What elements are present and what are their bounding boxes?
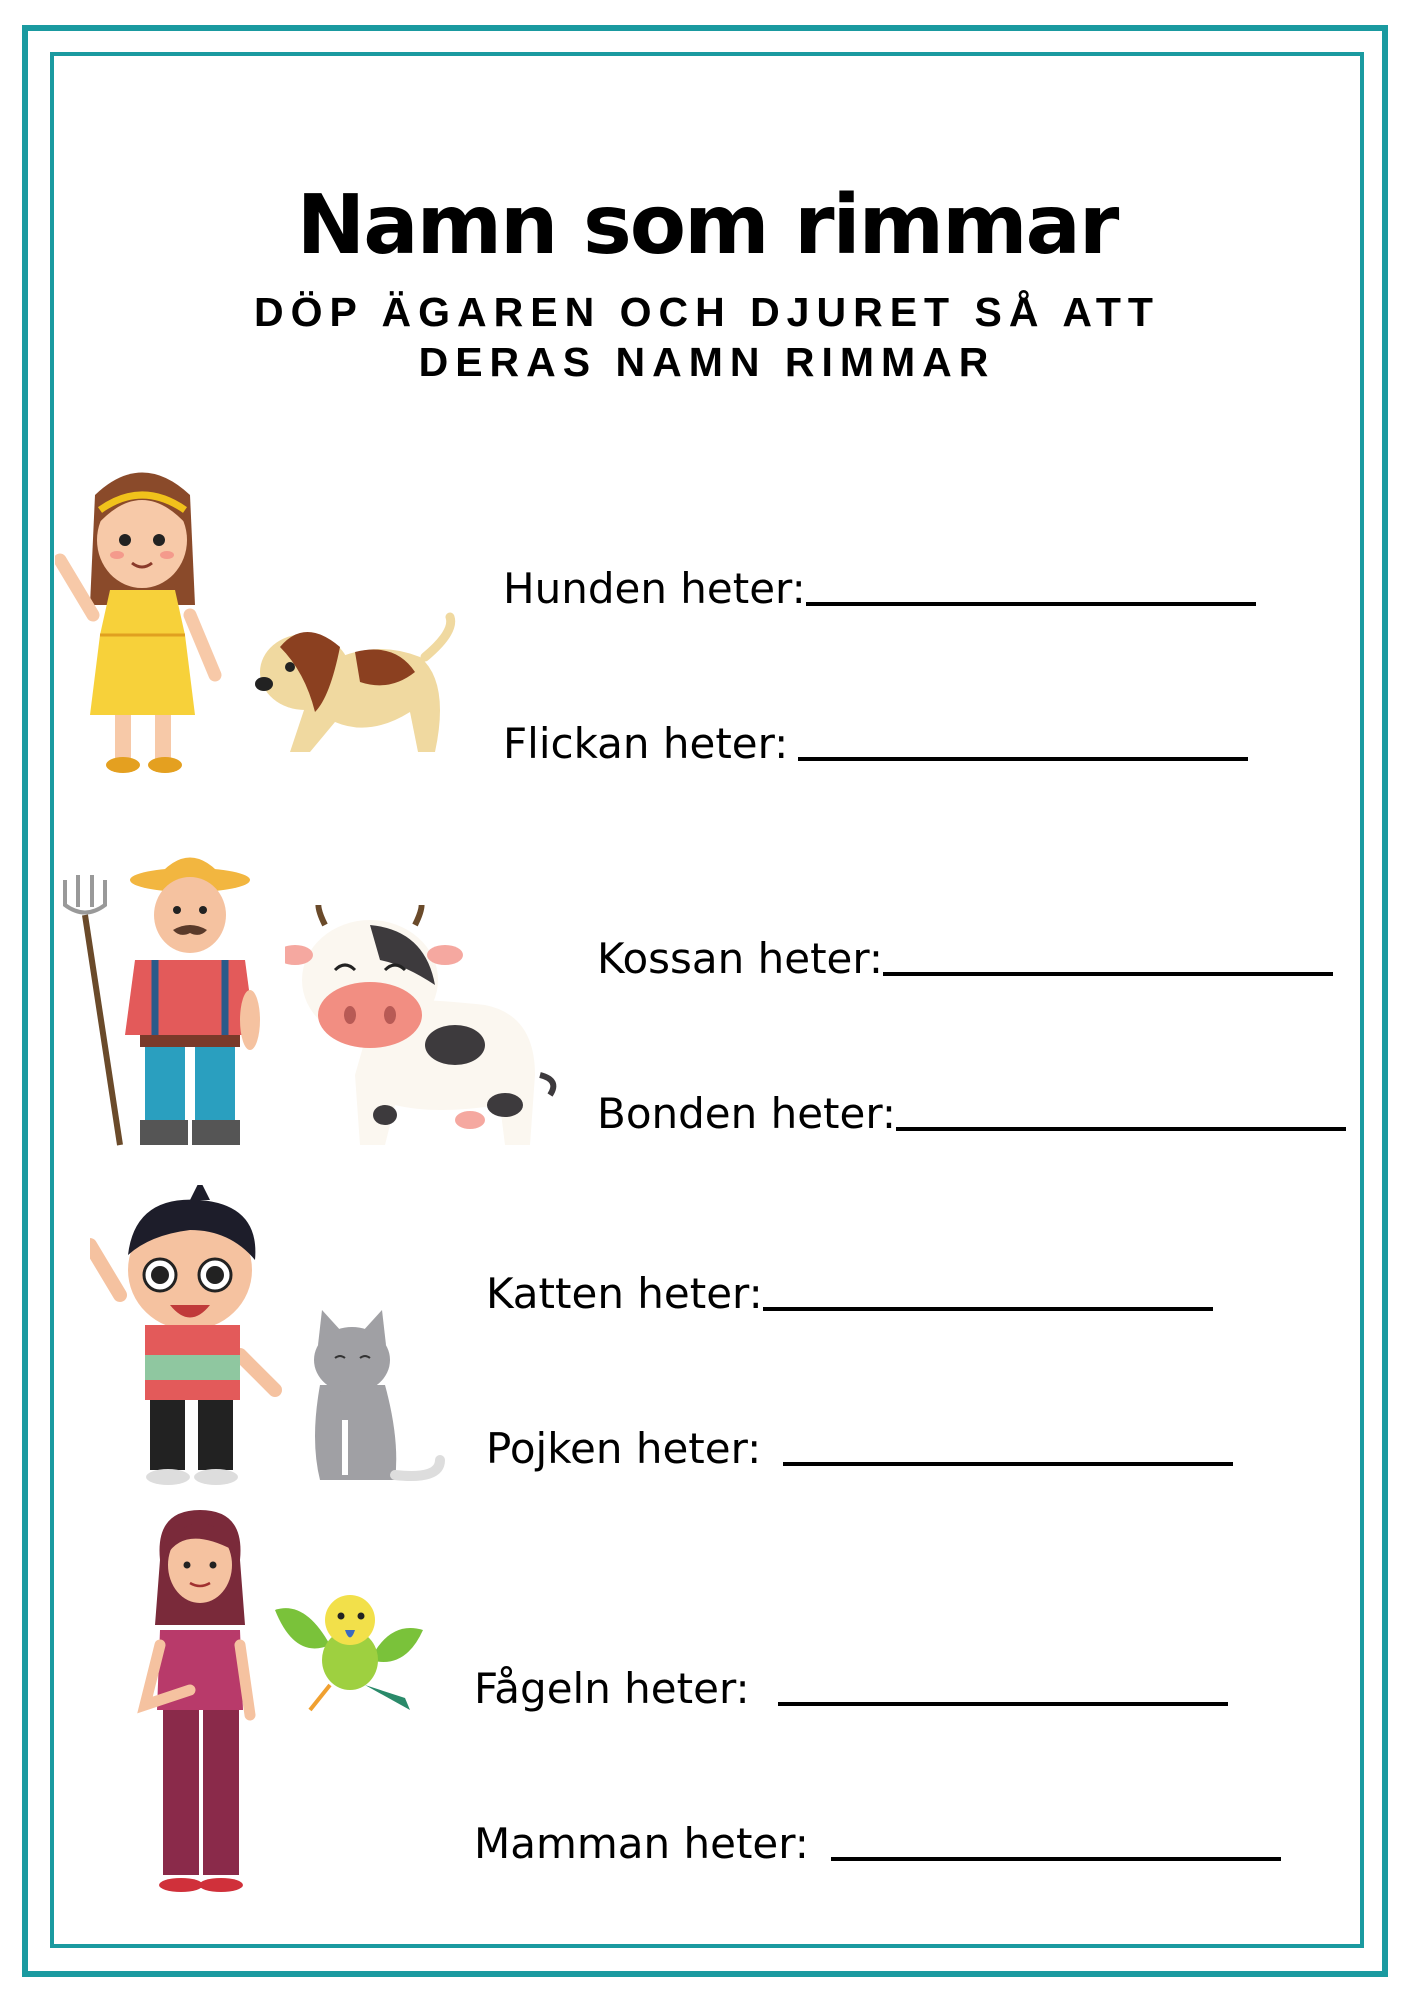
mother-name-line[interactable] bbox=[831, 1857, 1281, 1861]
parrot-icon bbox=[275, 1590, 423, 1715]
girl-name-label: Flickan heter: bbox=[503, 719, 789, 768]
page-title: Namn som rimmar bbox=[296, 178, 1118, 273]
farmer-icon bbox=[55, 845, 275, 1150]
boy-name-line[interactable] bbox=[783, 1462, 1233, 1466]
cat-name-label: Katten heter: bbox=[486, 1269, 763, 1318]
cow-name-field[interactable] bbox=[597, 930, 1333, 983]
farmer-name-label: Bonden heter: bbox=[597, 1089, 897, 1138]
mother-name-field[interactable] bbox=[474, 1815, 1281, 1868]
girl-name-field[interactable] bbox=[503, 715, 1248, 768]
dog-name-field[interactable] bbox=[503, 560, 1256, 613]
bird-name-line[interactable] bbox=[778, 1702, 1228, 1706]
cow-name-line[interactable] bbox=[883, 972, 1333, 976]
cat-name-line[interactable] bbox=[763, 1307, 1213, 1311]
instruction-line-2: DERAS NAMN RIMMAR bbox=[418, 339, 996, 385]
cow-name-label: Kossan heter: bbox=[597, 934, 884, 983]
cat-name-field[interactable] bbox=[486, 1265, 1213, 1318]
dog-name-line[interactable] bbox=[806, 602, 1256, 606]
dog-icon bbox=[250, 612, 465, 772]
boy-name-field[interactable] bbox=[486, 1420, 1233, 1473]
dog-name-label: Hunden heter: bbox=[503, 564, 806, 613]
instruction-line-1: DÖP ÄGAREN OCH DJURET SÅ ATT bbox=[254, 289, 1160, 335]
mother-icon bbox=[135, 1505, 265, 1905]
cow-icon bbox=[285, 905, 565, 1160]
bird-name-field[interactable] bbox=[474, 1660, 1228, 1713]
bird-name-label: Fågeln heter: bbox=[474, 1664, 750, 1713]
mother-name-label: Mamman heter: bbox=[474, 1819, 809, 1868]
farmer-name-field[interactable] bbox=[597, 1085, 1346, 1138]
cat-icon bbox=[300, 1310, 450, 1485]
boy-name-label: Pojken heter: bbox=[486, 1424, 762, 1473]
girl-icon bbox=[55, 455, 230, 780]
farmer-name-line[interactable] bbox=[896, 1127, 1346, 1131]
girl-name-line[interactable] bbox=[798, 757, 1248, 761]
boy-icon bbox=[90, 1185, 290, 1490]
